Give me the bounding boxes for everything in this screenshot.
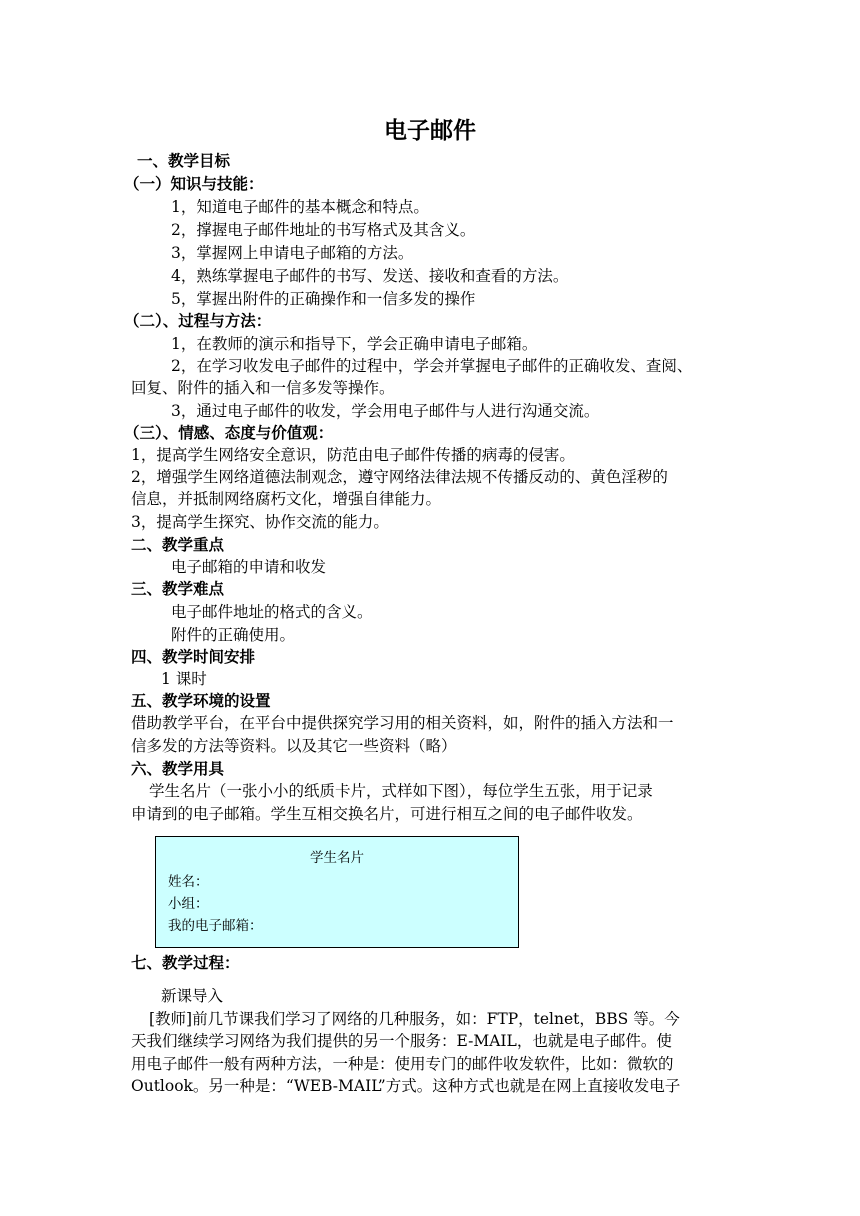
section-heading-tools: 六、教学用具 bbox=[131, 760, 225, 778]
list-item: 2，增强学生网络道德法制观念，遵守网络法律法规不传播反动的、黄色淫秽的 bbox=[131, 468, 668, 486]
student-card bbox=[155, 836, 519, 948]
paragraph: 附件的正确使用。 bbox=[171, 626, 296, 644]
card-name-label: 姓名： bbox=[168, 874, 209, 890]
card-email-label: 我的电子邮箱： bbox=[168, 918, 263, 934]
section-heading-process: 七、教学过程： bbox=[131, 954, 240, 972]
section-heading-time: 四、教学时间安排 bbox=[131, 648, 256, 666]
section-heading-environment: 五、教学环境的设置 bbox=[131, 692, 271, 710]
section-heading-key-points: 二、教学重点 bbox=[131, 536, 225, 554]
list-item: 1，在教师的演示和指导下，学会正确申请电子邮箱。 bbox=[171, 335, 538, 353]
paragraph: [教师]前几节课我们学习了网络的几种服务，如：FTP，telnet，BBS 等。今 bbox=[149, 1010, 680, 1028]
card-title: 学生名片 bbox=[310, 850, 364, 866]
list-item: 3，掌握网上申请电子邮箱的方法。 bbox=[171, 244, 414, 262]
list-item: 3，通过电子邮件的收发，学会用电子邮件与人进行沟通交流。 bbox=[171, 402, 600, 420]
paragraph: 电子邮箱的申请和收发 bbox=[171, 558, 327, 576]
paragraph: 信多发的方法等资料。以及其它一些资料（略） bbox=[131, 737, 457, 755]
list-item: 1，提高学生网络安全意识，防范由电子邮件传播的病毒的侵害。 bbox=[131, 446, 575, 464]
subheading-knowledge: （一）知识与技能： bbox=[124, 175, 264, 193]
paragraph: 申请到的电子邮箱。学生互相交换名片，可进行相互之间的电子邮件收发。 bbox=[131, 805, 643, 823]
paragraph: 学生名片（一张小小的纸质卡片，式样如下图），每位学生五张，用于记录 bbox=[149, 782, 653, 800]
list-item-continuation: 回复、附件的插入和一信多发等操作。 bbox=[131, 379, 395, 397]
paragraph: 用电子邮件一般有两种方法，一种是：使用专门的邮件收发软件，比如：微软的 bbox=[131, 1055, 674, 1073]
subheading-attitude: （三）、情感、态度与价值观： bbox=[124, 424, 334, 442]
list-item: 2，在学习收发电子邮件的过程中，学会并掌握电子邮件的正确收发、查阅、 bbox=[171, 357, 693, 375]
paragraph: Outlook。另一种是：“WEB-MAIL”方式。这种方式也就是在网上直接收发电子 bbox=[131, 1077, 681, 1095]
list-item: 5，掌握出附件的正确操作和一信多发的操作 bbox=[171, 290, 476, 308]
section-heading-difficulties: 三、教学难点 bbox=[131, 580, 225, 598]
paragraph: 新课导入 bbox=[161, 987, 224, 1005]
document-title: 电子邮件 bbox=[384, 118, 476, 144]
paragraph: 1 课时 bbox=[161, 670, 207, 688]
list-item: 4，熟练掌握电子邮件的书写、发送、接收和查看的方法。 bbox=[171, 267, 569, 285]
paragraph: 天我们继续学习网络为我们提供的另一个服务：E-MAIL，也就是电子邮件。使 bbox=[131, 1032, 672, 1050]
list-item: 1，知道电子邮件的基本概念和特点。 bbox=[171, 198, 429, 216]
paragraph: 借助教学平台，在平台中提供探究学习用的相关资料，如，附件的插入方法和一 bbox=[131, 714, 674, 732]
list-item: 3，提高学生探究、协作交流的能力。 bbox=[131, 513, 389, 531]
list-item: 2，撑握电子邮件地址的书写格式及其含义。 bbox=[171, 221, 476, 239]
paragraph: 电子邮件地址的格式的含义。 bbox=[171, 603, 373, 621]
section-heading-objectives: 一、教学目标 bbox=[137, 152, 231, 170]
card-group-label: 小组： bbox=[168, 896, 209, 912]
subheading-process: （二）、过程与方法： bbox=[124, 312, 272, 330]
list-item-continuation: 信息，并抵制网络腐朽文化，增强自律能力。 bbox=[131, 490, 442, 508]
